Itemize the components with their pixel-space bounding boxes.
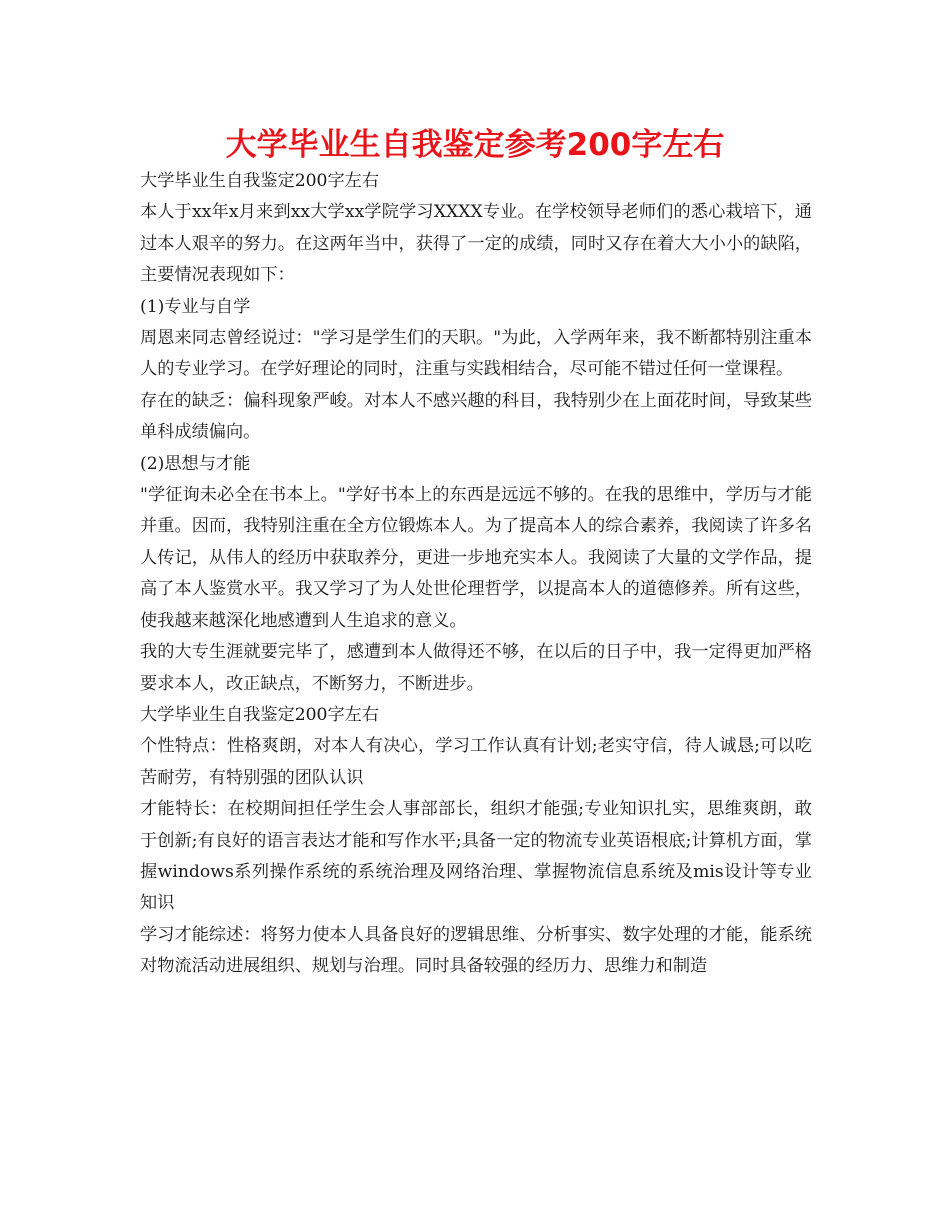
subtitle-paragraph: 大学毕业生自我鉴定200字左右 [140, 171, 380, 191]
second-subtitle-paragraph: 大学毕业生自我鉴定200字左右 [140, 704, 380, 725]
learning-ability-paragraph: 学习才能综述：将努力使本人具备良好的逻辑思维、分析事实、数字处理的才能，能系统对物流活动进展组织、规划与治理。同时具备较强的经历力、思维力和制造 [140, 924, 812, 977]
document-body [140, 166, 812, 983]
document-title: 大学毕业生自我鉴定参考200字左右 [225, 127, 725, 163]
personality-paragraph: 个性特点：性格爽朗，对本人有决心，学习工作认真有计划;老实守信，待人诚恳;可以吃苦耐劳，有特别强的团队认识 [140, 736, 812, 788]
ideas-paragraph: "学征询未必全在书本上。"学好书本上的东西是远远不够的。在我的思维中，学历与才能并重。因而，我特别注重在全方位锻炼本人。为了提高本人的综合素养，我阅读了许多名人传记，从伟人的经历中获取养分，更进一步地充实本人。我阅读了大量的文学作品，提高了本人鉴赏水平。我又学习了为人处世伦理哲学，以提高本人的道德修养。所有这些，使我越来越深化地感遭到人生追求的意义。 [140, 485, 812, 631]
shortcoming-paragraph: 存在的缺乏：偏科现象严峻。对本人不感兴趣的科目，我特别少在上面花时间，导致某些单科成绩偏向。 [140, 390, 812, 443]
conclusion-paragraph: 我的大专生涯就要完毕了，感遭到本人做得还不够，在以后的日子中，我一定得更加严格要求本人，改正缺点，不断努力，不断进步。 [140, 642, 812, 694]
intro-paragraph: 本人于xx年x月来到xx大学xx学院学习XXXX专业。在学校领导老师们的悉心栽培下，通过本人艰辛的努力。在这两年当中，获得了一定的成绩，同时又存在着大大小小的缺陷，主要情况表现如下： [140, 202, 812, 286]
major-study-paragraph: 周恩来同志曾经说过："学习是学生们的天职。"为此，入学两年来，我不断都特别注重本人的专业学习。在学好理论的同时，注重与实践相结合，尽可能不错过任何一堂课程。 [140, 328, 812, 380]
section-heading-major: (1)专业与自学 [140, 296, 251, 317]
skills-paragraph: 才能特长：在校期间担任学生会人事部部长，组织才能强;专业知识扎实，思维爽朗，敢于创新;有良好的语言表达才能和写作水平;具备一定的物流专业英语根底;计算机方面，掌握windows系列操作系统的系统治理及网络治理、掌握物流信息系统及mis设计等专业知识 [140, 799, 812, 914]
section-heading-ideas: (2)思想与才能 [140, 453, 251, 474]
